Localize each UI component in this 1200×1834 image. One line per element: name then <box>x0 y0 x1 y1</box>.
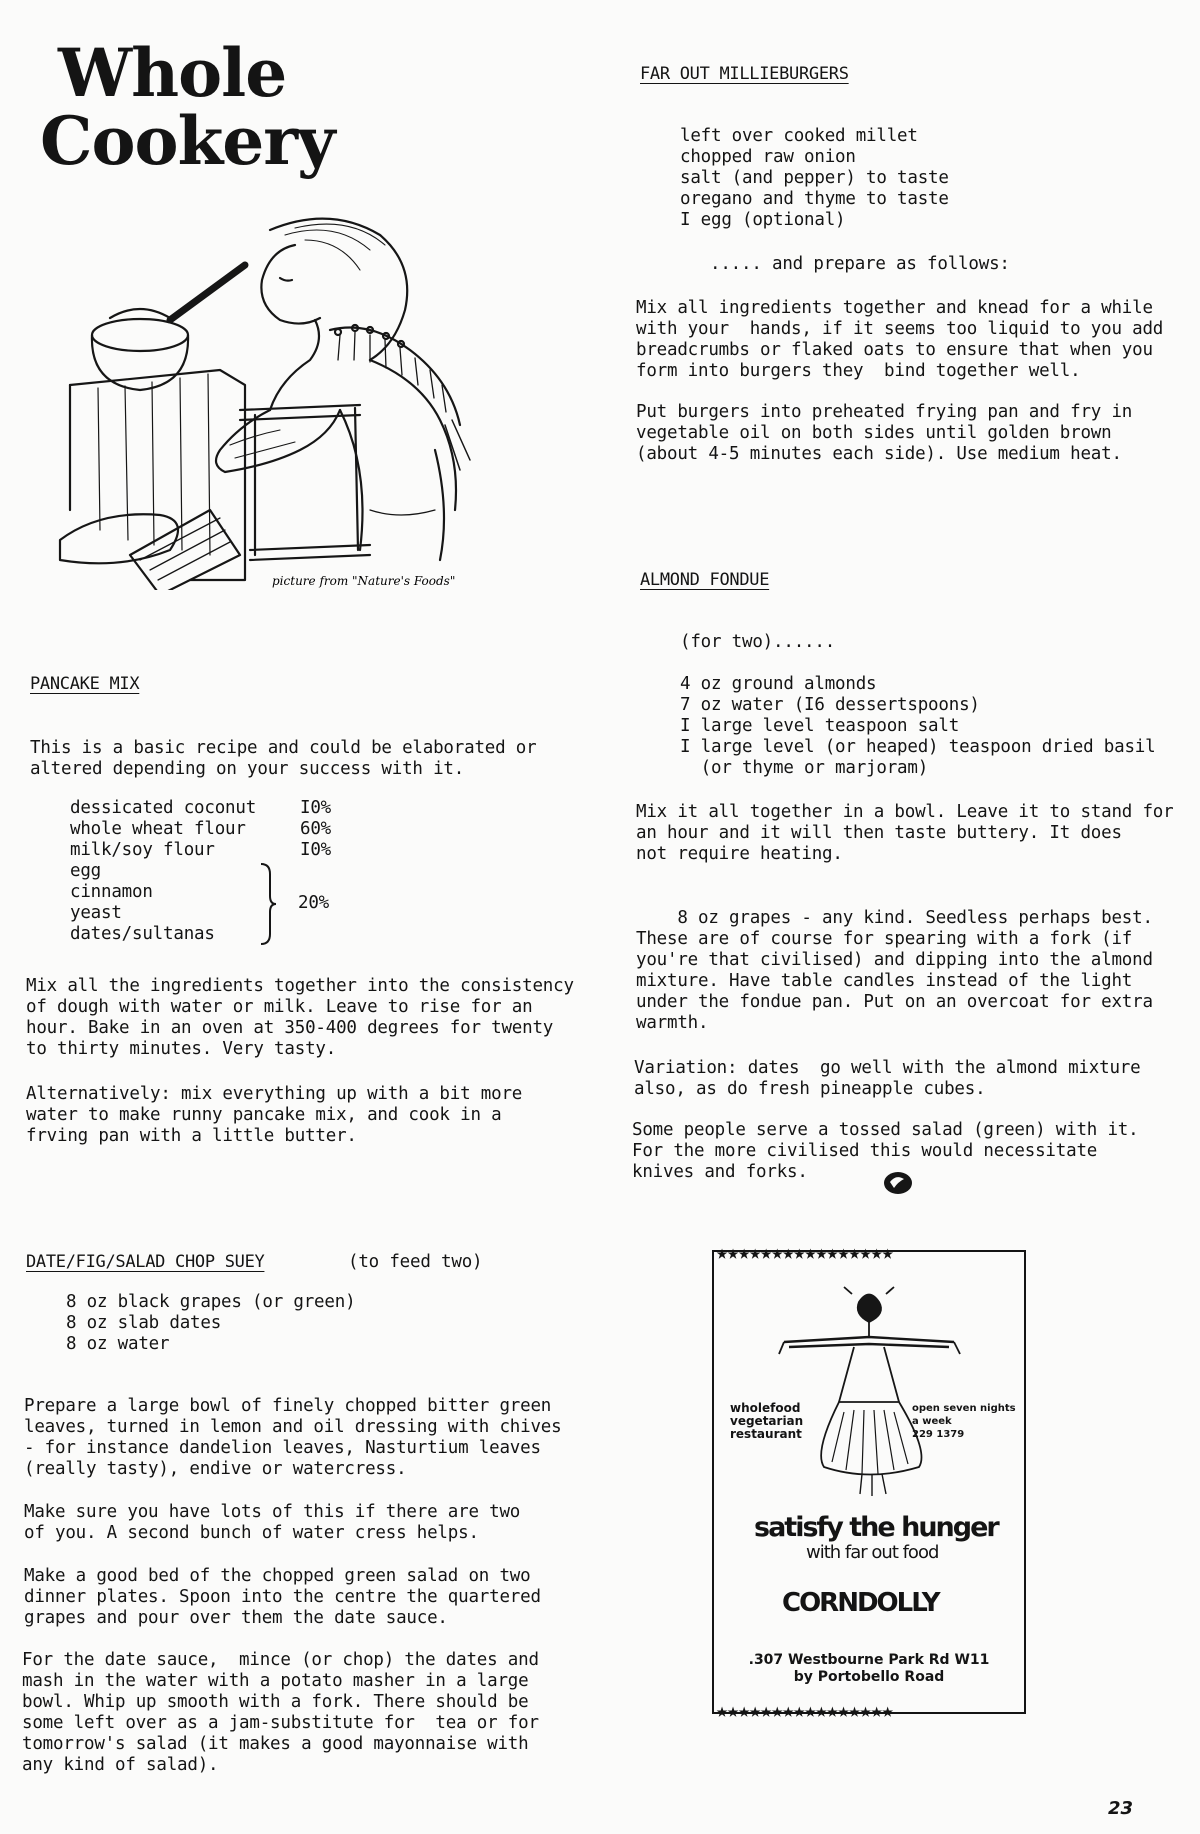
advert-restaurant-name: CORNDOLLY <box>782 1588 939 1618</box>
milleburgers-method-1: Mix all ingredients together and knead for a while with your hands, if it seems too liquid to you add breadcrumbs or flaked oats to ensure that when you form into burgers they bind together well. <box>636 298 1164 381</box>
page-title-line-2: Cookery <box>40 102 335 180</box>
pancake-heading: PANCAKE MIX <box>30 674 140 694</box>
fondue-ingredients: 4 oz ground almonds 7 oz water (I6 dessertspoons) I large level teaspoon salt I large level (or heaped) teaspoon dried basil (or thyme or marjoram) <box>680 674 1156 778</box>
pancake-item-yeast: yeast <box>70 903 122 923</box>
milleburgers-method-2: Put burgers into preheated frying pan and fry in vegetable oil on both sides until golden brown (about 4-5 minutes each side). Use medium heat. <box>636 402 1133 464</box>
chopsuey-method-3: Make a good bed of the chopped green salad on two dinner plates. Spoon into the centre the quartered grapes and pour over them the date sauce. <box>24 1566 541 1628</box>
fondue-serving-note: Some people serve a tossed salad (green) with it. For the more civilised this would necessitate knives and forks. <box>632 1120 1139 1182</box>
cooking-woman-illustration <box>40 210 550 590</box>
fondue-method-2: 8 oz grapes - any kind. Seedless perhaps best. These are of course for spearing with a fork (if you're that civilised) and dipping into the almond mixture. Have table candles instead of the light under the fondue pan. Put on an overcoat for extra warmth. <box>636 908 1153 1033</box>
page-title-line-1: Whole <box>58 34 287 112</box>
chopsuey-heading: DATE/FIG/SALAD CHOP SUEY <box>26 1252 265 1272</box>
pancake-item-flour-pct: 60% <box>300 819 332 839</box>
advert-hours: open seven nights a week 229 1379 <box>912 1403 1016 1440</box>
pancake-method-1: Mix all the ingredients together into the consistency of dough with water or milk. Leave to rise for an hour. Bake in an oven at 350-400 degrees for twenty to thirty minutes. Very tasty. <box>26 976 574 1059</box>
chopsuey-method-1: Prepare a large bowl of finely chopped bitter green leaves, turned in lemon and oil dressing with chives - for instance dandelion leaves, Nasturtium leaves (really tasty), endive or watercress. <box>24 1396 562 1479</box>
corn-dolly-icon <box>774 1282 964 1502</box>
fondue-variation: Variation: dates go well with the almond mixture also, as do fresh pineapple cubes. <box>634 1058 1141 1099</box>
milleburgers-heading: FAR OUT MILLIEBURGERS <box>640 64 849 84</box>
pancake-item-soy-pct: I0% <box>300 840 332 860</box>
milleburgers-lead: ..... and prepare as follows: <box>710 254 1010 274</box>
fondue-heading: ALMOND FONDUE <box>640 570 770 590</box>
chopsuey-ingredients: 8 oz black grapes (or green) 8 oz slab dates 8 oz water <box>66 1292 356 1354</box>
fondue-method-1: Mix it all together in a bowl. Leave it to stand for an hour and it will then taste buttery. It does not require heating. <box>636 802 1174 864</box>
pancake-item-flour: whole wheat flour <box>70 819 246 839</box>
page-number: 23 <box>1108 1798 1134 1819</box>
restaurant-advert <box>712 1240 1026 1722</box>
illustration-caption: picture from "Nature's Foods" <box>272 574 456 588</box>
star-border-top: ★★★★★★★★★★★★★★★★ <box>716 1240 893 1264</box>
advert-address: .307 Westbourne Park Rd W11 by Portobello Road <box>748 1652 990 1685</box>
chopsuey-method-2: Make sure you have lots of this if there are two of you. A second bunch of water cress helps. <box>24 1502 521 1543</box>
pancake-item-cinnamon: cinnamon <box>70 882 153 902</box>
star-border-bottom: ★★★★★★★★★★★★★★★★ <box>716 1698 893 1722</box>
pancake-item-egg: egg <box>70 861 102 881</box>
pancake-group-pct: 20% <box>298 893 330 913</box>
grouping-brace <box>258 862 278 946</box>
pancake-method-2: Alternatively: mix everything up with a bit more water to make runny pancake mix, and cook in a frving pan with a little butter. <box>26 1084 523 1146</box>
milleburgers-ingredients: left over cooked millet chopped raw onion salt (and pepper) to taste oregano and thyme to taste I egg (optional) <box>680 126 949 230</box>
advert-slogan-sub: with far out food <box>806 1542 939 1563</box>
chopsuey-serves: (to feed two) <box>348 1252 483 1272</box>
pancake-item-coconut: dessicated coconut <box>70 798 257 818</box>
pancake-item-dates: dates/sultanas <box>70 924 215 944</box>
pancake-item-coconut-pct: I0% <box>300 798 332 818</box>
pancake-intro: This is a basic recipe and could be elaborated or altered depending on your success with it. <box>30 738 537 779</box>
advert-tagline-left: wholefood vegetarian restaurant <box>730 1401 804 1441</box>
yin-yang-icon <box>882 1170 914 1196</box>
pancake-item-soy: milk/soy flour <box>70 840 215 860</box>
chopsuey-method-4: For the date sauce, mince (or chop) the dates and mash in the water with a potato masher in a large bowl. Whip up smooth with a fork. There should be some left over as a jam-substitute for tea or for tomorrow's salad (it makes a good mayonnaise with any kind of salad). <box>22 1650 539 1775</box>
advert-slogan: satisfy the hunger <box>754 1512 998 1543</box>
fondue-serves: (for two)...... <box>680 632 836 652</box>
